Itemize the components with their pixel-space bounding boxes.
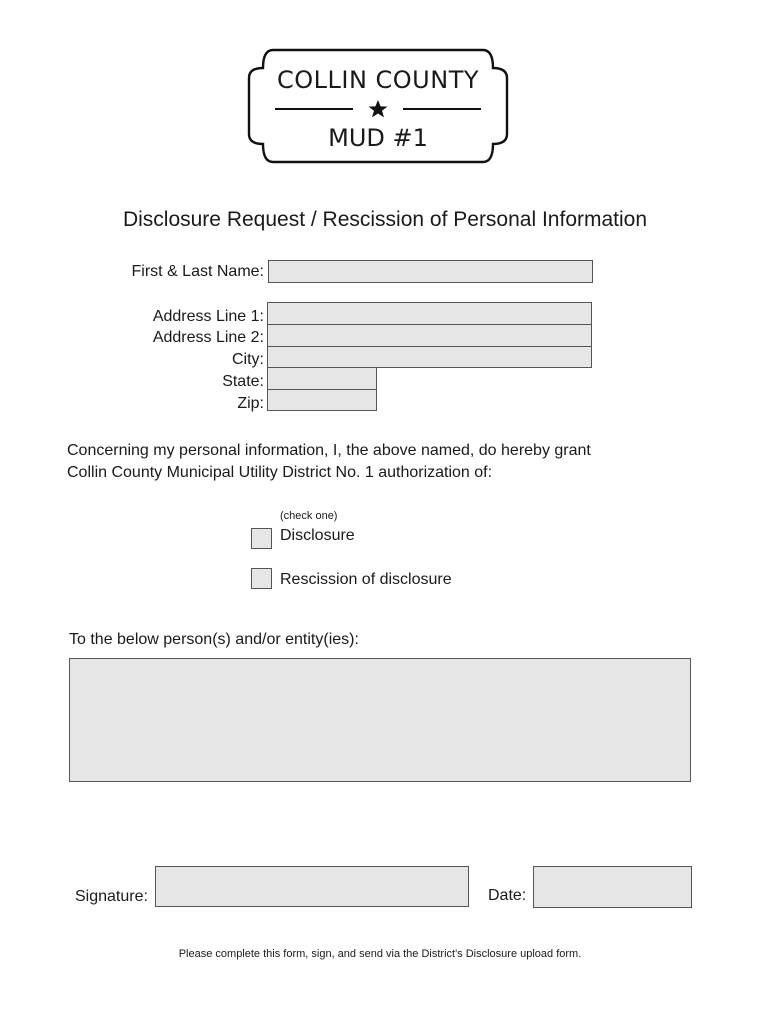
address1-field[interactable] bbox=[267, 302, 592, 325]
footer-note: Please complete this form, sign, and send via the District's Disclosure upload form. bbox=[178, 948, 582, 960]
statement-line-1: Concerning my personal information, I, the above named, do hereby grant bbox=[67, 442, 591, 459]
name-label: First & Last Name: bbox=[131, 263, 264, 280]
disclosure-checkbox[interactable] bbox=[251, 528, 272, 549]
address2-label: Address Line 2: bbox=[152, 329, 264, 346]
statement-line-2: Collin County Municipal Utility District No. 1 authorization of: bbox=[67, 464, 493, 481]
rescission-label: Rescission of disclosure bbox=[280, 571, 452, 588]
check-one-hint: (check one) bbox=[280, 510, 338, 522]
date-field[interactable] bbox=[533, 866, 692, 908]
address1-label: Address Line 1: bbox=[152, 308, 264, 325]
city-label: City: bbox=[232, 351, 264, 368]
date-label: Date: bbox=[488, 887, 527, 904]
recipients-textarea[interactable] bbox=[69, 658, 691, 782]
zip-field[interactable] bbox=[267, 389, 377, 411]
city-field[interactable] bbox=[267, 346, 592, 368]
name-field[interactable] bbox=[268, 260, 593, 283]
state-field[interactable] bbox=[267, 367, 377, 390]
logo-line-1: COLLIN COUNTY bbox=[276, 66, 480, 94]
logo-line-2: MUD #1 bbox=[328, 124, 428, 152]
zip-label: Zip: bbox=[237, 395, 264, 412]
form-title: Disclosure Request / Rescission of Personal Information bbox=[122, 208, 648, 231]
recipients-label: To the below person(s) and/or entity(ies): bbox=[69, 631, 359, 648]
disclosure-label: Disclosure bbox=[280, 527, 355, 544]
district-logo bbox=[245, 44, 511, 168]
address2-field[interactable] bbox=[267, 324, 592, 347]
state-label: State: bbox=[222, 373, 264, 390]
signature-field[interactable] bbox=[155, 866, 469, 907]
rescission-checkbox[interactable] bbox=[251, 568, 272, 589]
signature-label: Signature: bbox=[75, 888, 148, 905]
